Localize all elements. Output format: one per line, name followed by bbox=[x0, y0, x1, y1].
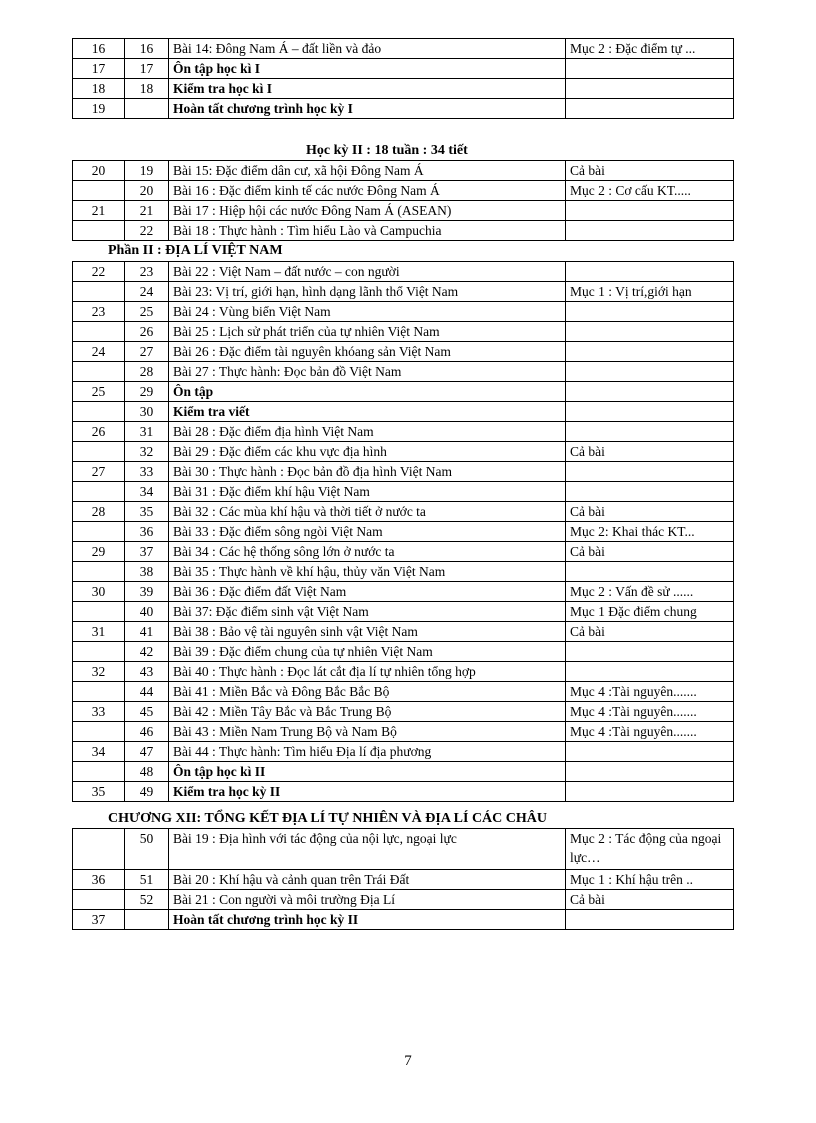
table-body bbox=[73, 262, 734, 802]
week-cell bbox=[73, 322, 125, 342]
note-cell: Mục 4 :Tài nguyên....... bbox=[566, 722, 734, 742]
content-cell: Bài 36 : Đặc điểm đất Việt Nam bbox=[169, 582, 566, 602]
content-cell: Bài 35 : Thực hành về khí hậu, thủy văn Việt Nam bbox=[169, 562, 566, 582]
note-cell: Mục 1 : Vị trí,giới hạn bbox=[566, 282, 734, 302]
lesson-cell: 35 bbox=[125, 502, 169, 522]
table-row bbox=[73, 562, 734, 582]
lesson-cell: 36 bbox=[125, 522, 169, 542]
note-cell bbox=[566, 59, 734, 79]
table-row bbox=[73, 522, 734, 542]
lesson-cell: 41 bbox=[125, 622, 169, 642]
week-cell bbox=[73, 181, 125, 201]
table-row bbox=[73, 262, 734, 282]
table-row bbox=[73, 382, 734, 402]
note-cell bbox=[566, 302, 734, 322]
content-cell: Bài 25 : Lịch sử phát triển của tự nhiên Việt Nam bbox=[169, 322, 566, 342]
lesson-cell: 32 bbox=[125, 442, 169, 462]
content-cell: Hoàn tất chương trình học kỳ I bbox=[169, 99, 566, 119]
lesson-cell: 27 bbox=[125, 342, 169, 362]
content-cell: Bài 26 : Đặc điểm tài nguyên khóang sản Việt Nam bbox=[169, 342, 566, 362]
schedule-table-part2 bbox=[72, 261, 734, 802]
week-cell: 23 bbox=[73, 302, 125, 322]
note-cell bbox=[566, 910, 734, 930]
lesson-cell: 50 bbox=[125, 829, 169, 870]
lesson-cell: 24 bbox=[125, 282, 169, 302]
week-cell: 25 bbox=[73, 382, 125, 402]
table-row bbox=[73, 302, 734, 322]
table-body bbox=[73, 161, 734, 241]
lesson-cell bbox=[125, 910, 169, 930]
note-cell: Cả bài bbox=[566, 502, 734, 522]
week-cell: 32 bbox=[73, 662, 125, 682]
note-cell bbox=[566, 79, 734, 99]
table-row bbox=[73, 502, 734, 522]
table-row bbox=[73, 442, 734, 462]
note-cell bbox=[566, 322, 734, 342]
week-cell: 37 bbox=[73, 910, 125, 930]
lesson-cell: 46 bbox=[125, 722, 169, 742]
table-row bbox=[73, 742, 734, 762]
content-cell: Bài 31 : Đặc điểm khí hậu Việt Nam bbox=[169, 482, 566, 502]
lesson-cell: 28 bbox=[125, 362, 169, 382]
note-cell bbox=[566, 382, 734, 402]
table-row bbox=[73, 582, 734, 602]
table-row bbox=[73, 342, 734, 362]
lesson-cell: 29 bbox=[125, 382, 169, 402]
content-cell: Bài 42 : Miền Tây Bắc và Bắc Trung Bộ bbox=[169, 702, 566, 722]
lesson-cell: 16 bbox=[125, 39, 169, 59]
table-row bbox=[73, 39, 734, 59]
content-cell: Bài 18 : Thực hành : Tìm hiểu Lào và Campuchia bbox=[169, 221, 566, 241]
week-cell bbox=[73, 282, 125, 302]
note-cell: Mục 2 : Đặc điểm tự ... bbox=[566, 39, 734, 59]
schedule-table-chapter12 bbox=[72, 828, 734, 930]
lesson-cell: 23 bbox=[125, 262, 169, 282]
week-cell: 21 bbox=[73, 201, 125, 221]
table-body bbox=[73, 829, 734, 930]
week-cell bbox=[73, 522, 125, 542]
table-row bbox=[73, 422, 734, 442]
week-cell bbox=[73, 442, 125, 462]
week-cell: 18 bbox=[73, 79, 125, 99]
schedule-table-semester1 bbox=[72, 38, 734, 119]
note-cell bbox=[566, 562, 734, 582]
note-cell bbox=[566, 482, 734, 502]
week-cell: 19 bbox=[73, 99, 125, 119]
table-row bbox=[73, 910, 734, 930]
lesson-cell: 25 bbox=[125, 302, 169, 322]
week-cell bbox=[73, 362, 125, 382]
lesson-cell: 51 bbox=[125, 870, 169, 890]
content-cell: Bài 38 : Bảo vệ tài nguyên sinh vật Việt Nam bbox=[169, 622, 566, 642]
lesson-cell: 42 bbox=[125, 642, 169, 662]
content-cell: Bài 17 : Hiệp hội các nước Đông Nam Á (ASEAN) bbox=[169, 201, 566, 221]
content-cell: Bài 33 : Đặc điểm sông ngòi Việt Nam bbox=[169, 522, 566, 542]
lesson-cell: 34 bbox=[125, 482, 169, 502]
week-cell bbox=[73, 482, 125, 502]
content-cell: Bài 15: Đặc điểm dân cư, xã hội Đông Nam Á bbox=[169, 161, 566, 181]
table-row bbox=[73, 201, 734, 221]
note-cell: Cả bài bbox=[566, 890, 734, 910]
table-row bbox=[73, 181, 734, 201]
lesson-cell: 48 bbox=[125, 762, 169, 782]
table-row bbox=[73, 682, 734, 702]
content-cell: Bài 30 : Thực hành : Đọc bản đồ địa hình Việt Nam bbox=[169, 462, 566, 482]
content-cell: Bài 21 : Con người và môi trường Địa Lí bbox=[169, 890, 566, 910]
table-row bbox=[73, 482, 734, 502]
week-cell bbox=[73, 890, 125, 910]
note-cell bbox=[566, 262, 734, 282]
content-cell: Ôn tập học kì II bbox=[169, 762, 566, 782]
lesson-cell: 49 bbox=[125, 782, 169, 802]
week-cell: 29 bbox=[73, 542, 125, 562]
page-number: 7 bbox=[404, 1053, 412, 1069]
week-cell: 24 bbox=[73, 342, 125, 362]
week-cell: 20 bbox=[73, 161, 125, 181]
lesson-cell: 43 bbox=[125, 662, 169, 682]
lesson-cell: 19 bbox=[125, 161, 169, 181]
table-row bbox=[73, 462, 734, 482]
schedule-table-semester2 bbox=[72, 160, 734, 241]
part2-heading: Phần II : ĐỊA LÍ VIỆT NAM bbox=[108, 243, 283, 258]
content-cell: Ôn tập học kì I bbox=[169, 59, 566, 79]
content-cell: Kiểm tra viết bbox=[169, 402, 566, 422]
content-cell: Kiểm tra học kỳ II bbox=[169, 782, 566, 802]
note-cell bbox=[566, 342, 734, 362]
content-cell: Bài 34 : Các hệ thống sông lớn ở nước ta bbox=[169, 542, 566, 562]
table-row bbox=[73, 722, 734, 742]
lesson-cell: 22 bbox=[125, 221, 169, 241]
content-cell: Bài 43 : Miền Nam Trung Bộ và Nam Bộ bbox=[169, 722, 566, 742]
lesson-cell: 33 bbox=[125, 462, 169, 482]
table-row bbox=[73, 221, 734, 241]
note-cell bbox=[566, 782, 734, 802]
lesson-cell: 44 bbox=[125, 682, 169, 702]
note-cell bbox=[566, 362, 734, 382]
note-cell bbox=[566, 422, 734, 442]
note-cell: Cả bài bbox=[566, 542, 734, 562]
content-cell: Bài 20 : Khí hậu và cảnh quan trên Trái Đất bbox=[169, 870, 566, 890]
content-cell: Bài 44 : Thực hành: Tìm hiểu Địa lí địa phương bbox=[169, 742, 566, 762]
week-cell: 17 bbox=[73, 59, 125, 79]
content-cell: Bài 32 : Các mùa khí hậu và thời tiết ở nước ta bbox=[169, 502, 566, 522]
lesson-cell: 40 bbox=[125, 602, 169, 622]
content-cell: Bài 14: Đông Nam Á – đất liền và đảo bbox=[169, 39, 566, 59]
semester2-heading: Học kỳ II : 18 tuần : 34 tiết bbox=[306, 143, 468, 158]
week-cell bbox=[73, 762, 125, 782]
note-cell bbox=[566, 742, 734, 762]
note-cell bbox=[566, 462, 734, 482]
table-row bbox=[73, 662, 734, 682]
note-cell: Cả bài bbox=[566, 161, 734, 181]
table-row bbox=[73, 890, 734, 910]
content-cell: Bài 39 : Đặc điểm chung của tự nhiên Việt Nam bbox=[169, 642, 566, 662]
table-row bbox=[73, 362, 734, 382]
week-cell: 36 bbox=[73, 870, 125, 890]
table-row bbox=[73, 542, 734, 562]
week-cell: 26 bbox=[73, 422, 125, 442]
note-cell: Cả bài bbox=[566, 442, 734, 462]
week-cell: 34 bbox=[73, 742, 125, 762]
week-cell: 31 bbox=[73, 622, 125, 642]
week-cell: 22 bbox=[73, 262, 125, 282]
content-cell: Hoàn tất chương trình học kỳ II bbox=[169, 910, 566, 930]
content-cell: Bài 23: Vị trí, giới hạn, hình dạng lãnh thổ Việt Nam bbox=[169, 282, 566, 302]
table-row bbox=[73, 99, 734, 119]
content-cell: Bài 24 : Vùng biển Việt Nam bbox=[169, 302, 566, 322]
content-cell: Kiểm tra học kì I bbox=[169, 79, 566, 99]
note-cell bbox=[566, 662, 734, 682]
lesson-cell: 47 bbox=[125, 742, 169, 762]
content-cell: Bài 40 : Thực hành : Đọc lát cắt địa lí tự nhiên tổng hợp bbox=[169, 662, 566, 682]
week-cell: 16 bbox=[73, 39, 125, 59]
week-cell bbox=[73, 829, 125, 870]
note-cell bbox=[566, 99, 734, 119]
table-row bbox=[73, 622, 734, 642]
week-cell: 30 bbox=[73, 582, 125, 602]
week-cell bbox=[73, 221, 125, 241]
table-row bbox=[73, 870, 734, 890]
content-cell: Bài 41 : Miền Bắc và Đông Bắc Bắc Bộ bbox=[169, 682, 566, 702]
table-row bbox=[73, 322, 734, 342]
week-cell bbox=[73, 402, 125, 422]
week-cell bbox=[73, 682, 125, 702]
lesson-cell: 21 bbox=[125, 201, 169, 221]
lesson-cell: 17 bbox=[125, 59, 169, 79]
note-cell bbox=[566, 402, 734, 422]
note-cell bbox=[566, 762, 734, 782]
note-cell: Mục 2 : Tác động của ngoại lực… bbox=[566, 829, 734, 870]
content-cell: Bài 19 : Địa hình với tác động của nội lực, ngoại lực bbox=[169, 829, 566, 870]
lesson-cell: 20 bbox=[125, 181, 169, 201]
note-cell: Cả bài bbox=[566, 622, 734, 642]
table-row bbox=[73, 161, 734, 181]
table-row bbox=[73, 79, 734, 99]
lesson-cell: 37 bbox=[125, 542, 169, 562]
table-body bbox=[73, 39, 734, 119]
lesson-cell: 38 bbox=[125, 562, 169, 582]
table-row bbox=[73, 702, 734, 722]
content-cell: Bài 22 : Việt Nam – đất nước – con người bbox=[169, 262, 566, 282]
table-row bbox=[73, 762, 734, 782]
week-cell bbox=[73, 562, 125, 582]
table-row bbox=[73, 829, 734, 870]
lesson-cell: 39 bbox=[125, 582, 169, 602]
table-row bbox=[73, 642, 734, 662]
content-cell: Bài 37: Đặc điểm sinh vật Việt Nam bbox=[169, 602, 566, 622]
note-cell bbox=[566, 642, 734, 662]
content-cell: Bài 27 : Thực hành: Đọc bản đồ Việt Nam bbox=[169, 362, 566, 382]
table-row bbox=[73, 602, 734, 622]
note-cell: Mục 2: Khai thác KT... bbox=[566, 522, 734, 542]
week-cell: 35 bbox=[73, 782, 125, 802]
note-cell bbox=[566, 221, 734, 241]
lesson-cell: 45 bbox=[125, 702, 169, 722]
table-row bbox=[73, 282, 734, 302]
lesson-cell bbox=[125, 99, 169, 119]
note-cell: Mục 2 : Cơ cấu KT..... bbox=[566, 181, 734, 201]
chapter12-heading: CHƯƠNG XII: TỔNG KẾT ĐỊA LÍ TỰ NHIÊN VÀ ĐỊA LÍ CÁC CHÂU bbox=[108, 811, 547, 826]
week-cell: 27 bbox=[73, 462, 125, 482]
note-cell: Mục 4 :Tài nguyên....... bbox=[566, 682, 734, 702]
content-cell: Bài 28 : Đặc điểm địa hình Việt Nam bbox=[169, 422, 566, 442]
table-row bbox=[73, 402, 734, 422]
note-cell: Mục 2 : Vấn đề sử ...... bbox=[566, 582, 734, 602]
lesson-cell: 26 bbox=[125, 322, 169, 342]
content-cell: Bài 16 : Đặc điểm kinh tế các nước Đông Nam Á bbox=[169, 181, 566, 201]
table-row bbox=[73, 782, 734, 802]
table-row bbox=[73, 59, 734, 79]
lesson-cell: 18 bbox=[125, 79, 169, 99]
week-cell bbox=[73, 722, 125, 742]
note-cell: Mục 1 : Khí hậu trên .. bbox=[566, 870, 734, 890]
content-cell: Ôn tập bbox=[169, 382, 566, 402]
week-cell: 28 bbox=[73, 502, 125, 522]
lesson-cell: 31 bbox=[125, 422, 169, 442]
note-cell bbox=[566, 201, 734, 221]
content-cell: Bài 29 : Đặc điểm các khu vực địa hình bbox=[169, 442, 566, 462]
week-cell bbox=[73, 602, 125, 622]
note-cell: Mục 4 :Tài nguyên....... bbox=[566, 702, 734, 722]
week-cell: 33 bbox=[73, 702, 125, 722]
week-cell bbox=[73, 642, 125, 662]
note-cell: Mục 1 Đặc điểm chung bbox=[566, 602, 734, 622]
lesson-cell: 30 bbox=[125, 402, 169, 422]
lesson-cell: 52 bbox=[125, 890, 169, 910]
